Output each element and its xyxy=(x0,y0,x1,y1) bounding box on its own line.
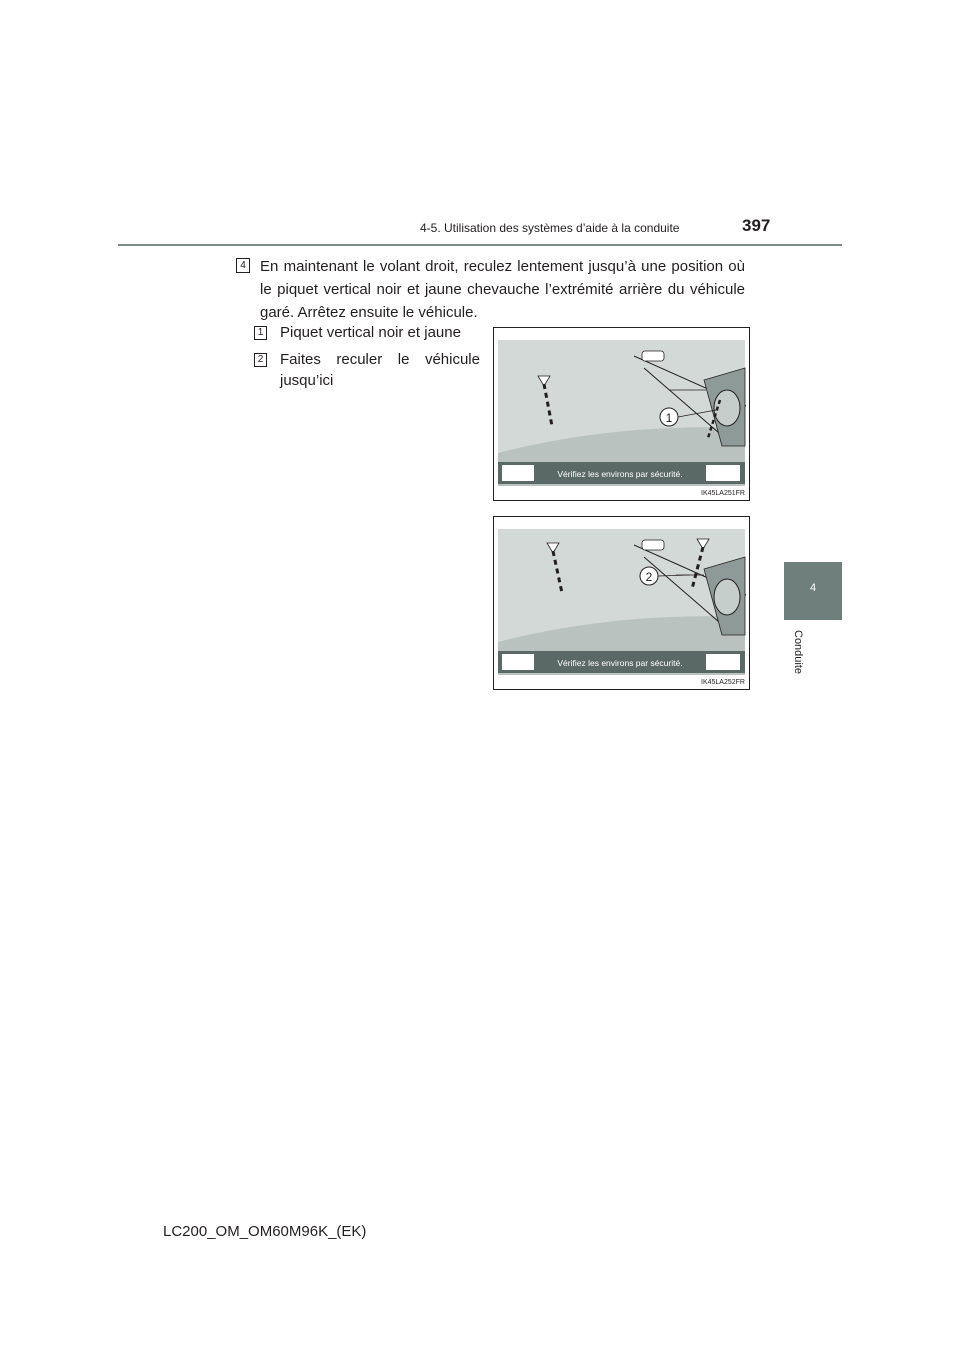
figure-id: IK45LA251FR xyxy=(701,490,745,497)
figure-id: IK45LA252FR xyxy=(701,679,745,686)
parking-sensor-icon xyxy=(706,465,740,481)
chapter-label: Conduite xyxy=(792,630,804,675)
camera-screen-figure-1 xyxy=(493,327,750,501)
footer-model-code: LC200_OM_OM60M96K_(EK) xyxy=(163,1223,367,1240)
distant-car-icon xyxy=(642,351,664,361)
screen-message: Vérifiez les environs par sécurité. xyxy=(557,469,683,479)
parking-sensor-icon xyxy=(706,654,740,670)
page-number: 397 xyxy=(742,216,771,235)
chapter-number: 4 xyxy=(809,582,817,594)
step-text: En maintenant le volant droit, reculez lentement jusqu’à une position où le piquet vertical noir et jaune chevauche l’extrémité arrière du véhicule garé. Arrêtez ensuite le véhicule. xyxy=(260,258,745,321)
callout-number-2: 2 xyxy=(254,353,267,367)
camera-screen-figure-2 xyxy=(493,516,750,690)
guide-mode-icon xyxy=(502,465,534,481)
camera-screen-image-1 xyxy=(494,328,749,500)
svg-text:2: 2 xyxy=(645,570,653,584)
svg-text:1: 1 xyxy=(665,411,673,425)
distant-car-icon xyxy=(642,540,664,550)
step-number-box: 4 xyxy=(236,258,250,273)
camera-screen-image-2 xyxy=(494,517,749,689)
callout-text-2: Faites reculer le véhicule jusqu’ici xyxy=(280,351,480,389)
guide-mode-icon xyxy=(502,654,534,670)
callout-text-1: Piquet vertical noir et jaune xyxy=(280,324,461,341)
callout-number-1: 1 xyxy=(254,326,267,340)
header-rule xyxy=(118,244,842,246)
header-section-title: 4-5. Utilisation des systèmes d’aide à la conduite xyxy=(420,221,680,235)
screen-message: Vérifiez les environs par sécurité. xyxy=(557,658,683,668)
chapter-tab xyxy=(784,562,842,620)
